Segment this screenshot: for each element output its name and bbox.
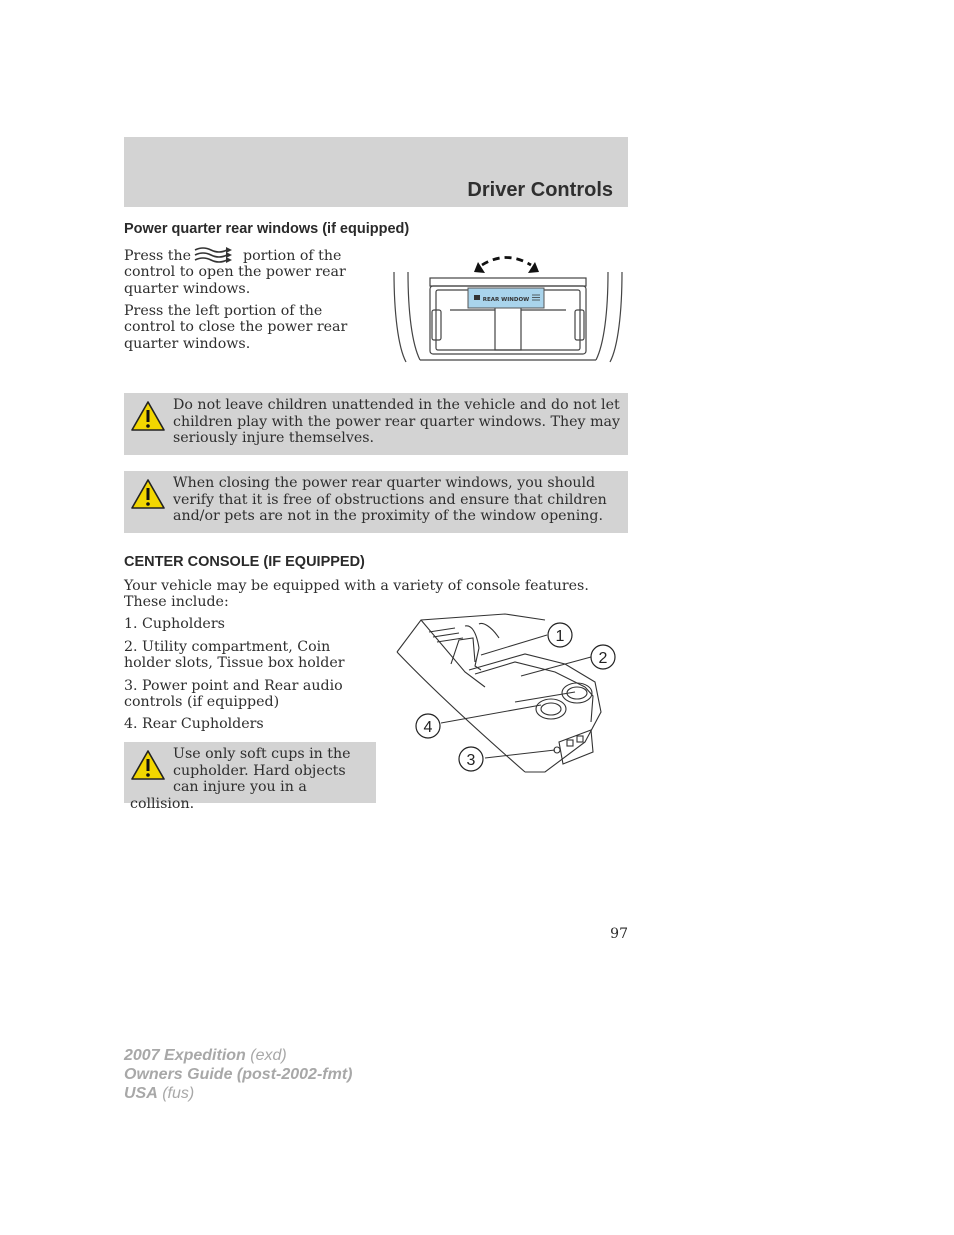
warning-triangle-icon bbox=[130, 477, 166, 511]
list-item: 2. Utility compartment, Coin holder slots, Tissue box holder bbox=[124, 639, 345, 672]
center-console-figure bbox=[395, 612, 627, 782]
warning-box bbox=[124, 393, 628, 455]
warning-text: When closing the power rear quarter windows, you should verify that it is free of obstructions and ensure that children and/or pets are not in the proximity of the window opening. bbox=[173, 475, 607, 524]
callout-number: 4 bbox=[423, 719, 433, 736]
warning-triangle-icon bbox=[130, 399, 166, 433]
header-band bbox=[124, 137, 628, 207]
footer-model: 2007 Expedition bbox=[124, 1047, 246, 1064]
page-section-title: Driver Controls bbox=[467, 179, 613, 201]
rear-window-switch-label: REAR WINDOW bbox=[482, 297, 530, 303]
rear-window-open-icon bbox=[193, 246, 233, 264]
list-item: 1. Cupholders bbox=[124, 616, 225, 632]
footer-line-1 bbox=[124, 1046, 352, 1065]
rear-window-control-figure bbox=[390, 252, 626, 372]
callout-number: 2 bbox=[598, 650, 608, 667]
warning-triangle-icon bbox=[130, 748, 166, 782]
footer-market-code: (fus) bbox=[157, 1085, 195, 1102]
footer-guide: Owners Guide (post-2002-fmt) bbox=[124, 1066, 353, 1083]
footer-line-3 bbox=[124, 1084, 352, 1103]
callout-number: 1 bbox=[555, 628, 565, 645]
footer-market: USA bbox=[124, 1085, 158, 1102]
paragraph-open-windows bbox=[124, 246, 374, 297]
paragraph-open-lead: Press the bbox=[124, 248, 192, 264]
warning-box bbox=[124, 742, 376, 812]
footer bbox=[124, 1046, 352, 1103]
paragraph-close-windows: Press the left portion of the control to close the power rear quarter windows. bbox=[124, 303, 348, 352]
section-heading-center-console: CENTER CONSOLE (IF EQUIPPED) bbox=[124, 554, 365, 570]
console-intro: Your vehicle may be equipped with a variety of console features. These include: bbox=[124, 578, 589, 611]
warning-box bbox=[124, 471, 628, 533]
footer-line-2 bbox=[124, 1065, 352, 1084]
paragraph-open-rest: portion of the control to open the power rear quarter windows. bbox=[124, 248, 346, 297]
page-number: 97 bbox=[610, 926, 628, 942]
list-item: 3. Power point and Rear audio controls (if equipped) bbox=[124, 678, 343, 711]
section-heading-power-windows: Power quarter rear windows (if equipped) bbox=[124, 221, 410, 237]
callout-number: 3 bbox=[466, 752, 476, 769]
footer-model-code: (exd) bbox=[245, 1047, 287, 1064]
warning-text: Do not leave children unattended in the vehicle and do not let children play with the power rear quarter windows. They may seriously injure themselves. bbox=[173, 397, 621, 446]
list-item: 4. Rear Cupholders bbox=[124, 716, 264, 732]
warning-text: Use only soft cups in the cupholder. Hard objects can injure you in a collision. bbox=[130, 746, 351, 812]
